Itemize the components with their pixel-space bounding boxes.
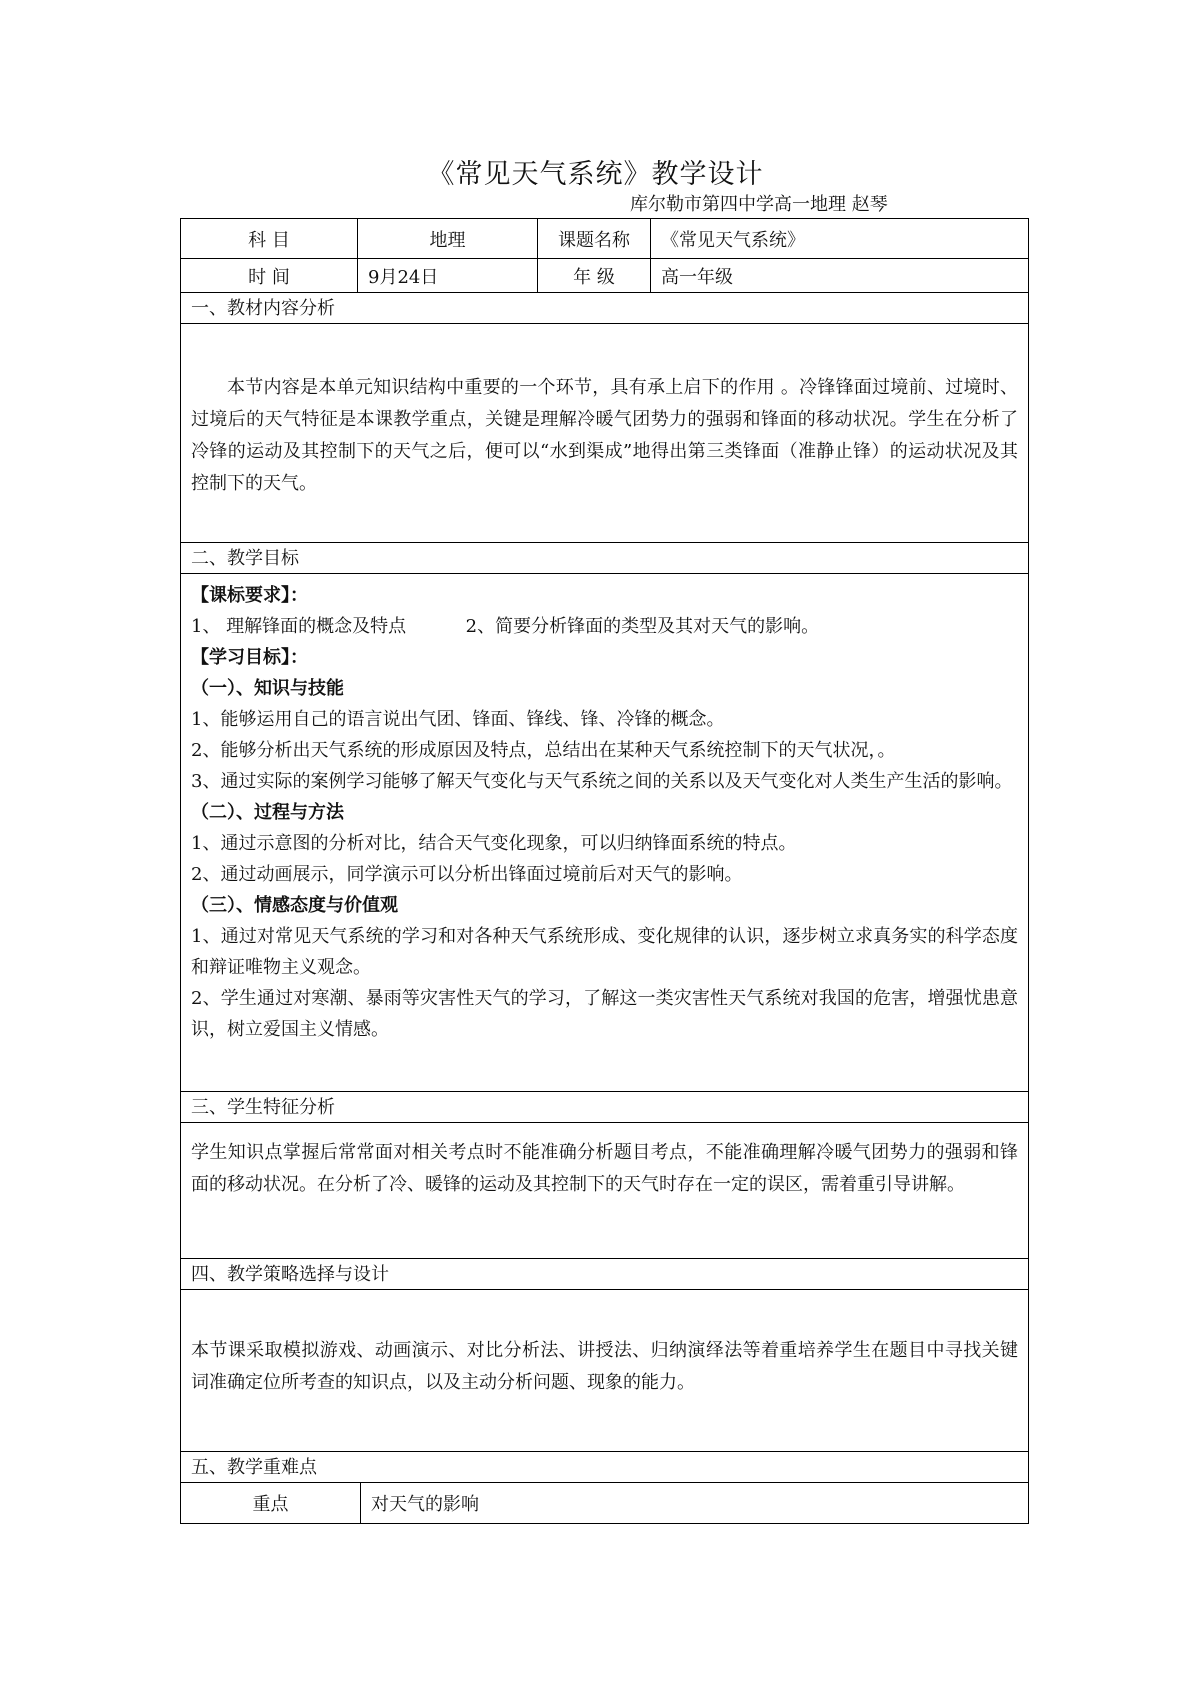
standard-item-1: 1、 理解锋面的概念及特点 bbox=[191, 616, 407, 637]
standard-heading: 【课标要求】： bbox=[191, 585, 308, 606]
section1-body bbox=[181, 324, 1028, 543]
sub3-item-1: 1、通过对常见天气系统的学习和对各种天气系统形成、变化规律的认识，逐步树立求真务实的科学态度和辩证唯物主义观念。 bbox=[191, 926, 1018, 978]
time-value: 9月24日 bbox=[358, 259, 538, 292]
section4-body bbox=[181, 1290, 1028, 1452]
key-point-label: 重点 bbox=[181, 1483, 361, 1523]
sub1-heading: （一）、知识与技能 bbox=[191, 678, 344, 699]
time-label: 时 间 bbox=[181, 259, 358, 292]
learning-heading: 【学习目标】： bbox=[191, 647, 308, 668]
info-row-subject bbox=[181, 219, 1028, 259]
document-subtitle: 库尔勒市第四中学高一地理 赵琴 bbox=[630, 194, 888, 215]
sub1-item-2: 2、能够分析出天气系统的形成原因及特点，总结出在某种天气系统控制下的天气状况，。 bbox=[191, 740, 896, 761]
sub3-heading: （三）、情感态度与价值观 bbox=[191, 895, 398, 916]
standard-items bbox=[181, 611, 1028, 642]
sub2-item-1: 1、通过示意图的分析对比，结合天气变化现象，可以归纳锋面系统的特点。 bbox=[191, 833, 797, 854]
topic-value: 《常见天气系统》 bbox=[661, 229, 805, 251]
section2-heading: 二、教学目标 bbox=[181, 543, 1028, 574]
key-point-row bbox=[181, 1483, 1028, 1523]
section2-body bbox=[181, 574, 1028, 1092]
info-row-time bbox=[181, 259, 1028, 293]
sub1-item-3: 3、通过实际的案例学习能够了解天气变化与天气系统之间的关系以及天气变化对人类生产生活的影响。 bbox=[191, 771, 1013, 792]
section3-body bbox=[181, 1123, 1028, 1259]
grade-value: 高一年级 bbox=[661, 266, 733, 288]
subject-value: 地理 bbox=[358, 219, 538, 258]
sub2-heading: （二）、过程与方法 bbox=[191, 802, 344, 823]
section3-heading: 三、学生特征分析 bbox=[181, 1092, 1028, 1123]
sub3-item-2: 2、学生通过对寒潮、暴雨等灾害性天气的学习，了解这一类灾害性天气系统对我国的危害，增强忧患意识，树立爱国主义情感。 bbox=[191, 988, 1018, 1040]
section1-heading: 一、教材内容分析 bbox=[181, 293, 1028, 324]
section5-heading: 五、教学重难点 bbox=[181, 1452, 1028, 1483]
sub2-item-2: 2、通过动画展示，同学演示可以分析出锋面过境前后对天气的影响。 bbox=[191, 864, 743, 885]
section3-text: 学生知识点掌握后常常面对相关考点时不能准确分析题目考点，不能准确理解冷暖气团势力的强弱和锋面的移动状况。在分析了冷、暖锋的运动及其控制下的天气时存在一定的误区，需着重引导讲解。 bbox=[191, 1142, 1018, 1195]
standard-item-2: 2、简要分析锋面的类型及其对天气的影响。 bbox=[465, 616, 820, 637]
subject-label: 科 目 bbox=[181, 219, 358, 258]
lesson-plan-table bbox=[180, 218, 1029, 1524]
grade-label: 年 级 bbox=[538, 259, 651, 292]
document-title: 《常见天气系统》教学设计 bbox=[427, 159, 764, 190]
topic-label: 课题名称 bbox=[538, 219, 651, 258]
key-point-value: 对天气的影响 bbox=[371, 1494, 479, 1515]
sub1-item-1: 1、能够运用自己的语言说出气团、锋面、锋线、锋、冷锋的概念。 bbox=[191, 709, 725, 730]
section4-heading: 四、教学策略选择与设计 bbox=[181, 1259, 1028, 1290]
section4-text: 本节课采取模拟游戏、动画演示、对比分析法、讲授法、归纳演绎法等着重培养学生在题目中寻找关键词准确定位所考查的知识点，以及主动分析问题、现象的能力。 bbox=[191, 1340, 1018, 1393]
section1-text: 本节内容是本单元知识结构中重要的一个环节，具有承上启下的作用 。冷锋锋面过境前、过境时、过境后的天气特征是本课教学重点，关键是理解冷暖气团势力的强弱和锋面的移动状况。学生在分析了冷锋的运动及其控制下的天气之后，便可以“水到渠成”地得出第三类锋面（准静止锋）的运动状况及其控制下的天气。 bbox=[191, 377, 1018, 494]
